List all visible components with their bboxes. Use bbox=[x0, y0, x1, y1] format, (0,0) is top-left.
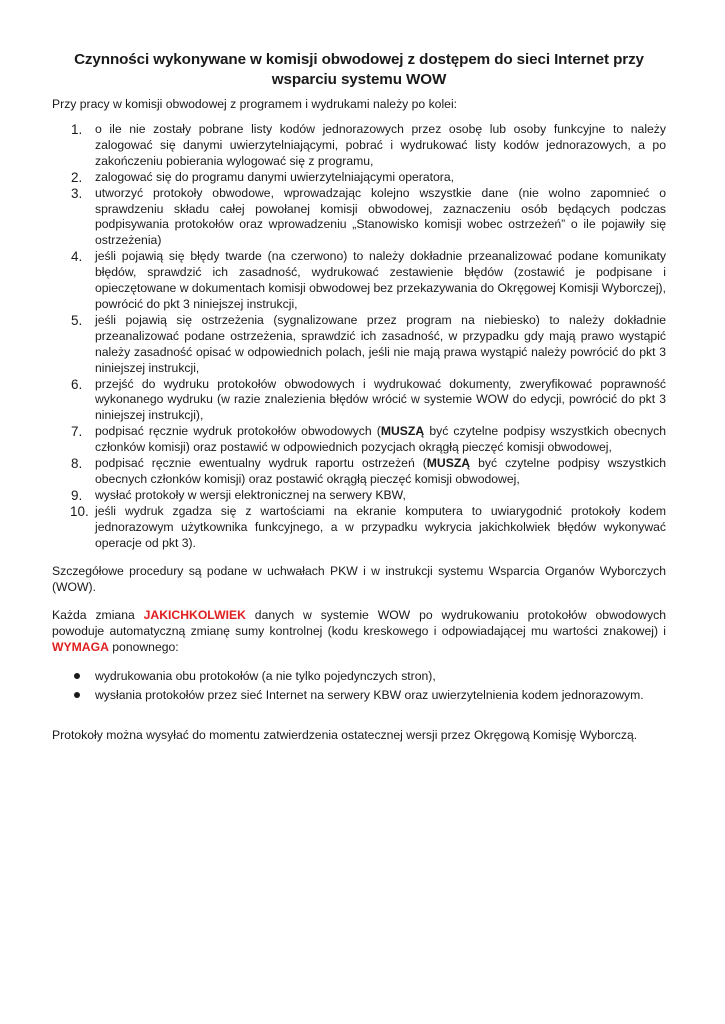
bullet-item bbox=[52, 686, 666, 705]
step-item bbox=[52, 170, 666, 186]
step-item bbox=[52, 456, 666, 488]
step-number: 9. bbox=[71, 487, 83, 503]
page-title bbox=[52, 50, 666, 90]
bullet-list bbox=[52, 667, 666, 705]
step-text: przejść do wydruku protokołów obwodowych i wydrukować dokumenty, zweryfikować poprawność wykonanego wydruku (w razie znalezienia błędów wrócić w systemie WOW do edycji, powrócić do pkt 3 niniejszej instrukcji), bbox=[95, 376, 666, 423]
warning-text: danych w systemie WOW po wydrukowaniu protokołów obwodowych powoduje automatyczną zmianę sumy kontrolnej (kodu kreskowego i odpowiadającej mu wartości znakowej) i bbox=[52, 608, 666, 639]
document-page bbox=[52, 50, 666, 743]
step-item bbox=[52, 186, 666, 250]
step-text: o ile nie zostały pobrane listy kodów jednorazowych przez osobę lub osoby funkcyjne to należy zalogować się danymi uwierzytelniającymi, pobrać i wydrukować listy kodów jednorazowych, a po zakończeniu pobierania wylogować się z programu, bbox=[95, 122, 666, 168]
step-item bbox=[52, 504, 666, 552]
step-item bbox=[52, 122, 666, 170]
step-text: jeśli pojawią się ostrzeżenia (sygnalizowane przez program na niebiesko) to należy dokładnie przeanalizować podane ostrzeżenia, sprawdzić ich zasadność, w przypadku gdy mają prawo wystąpić należy zasadność opisać w odpowiednich polach, jeśli nie mają prawa wystąpić należy powrócić do pkt 3 niniejszej instrukcji, bbox=[95, 312, 666, 375]
step-text: wysłać protokoły w wersji elektronicznej na serwery KBW, bbox=[95, 487, 406, 502]
step-text: utworzyć protokoły obwodowe, wprowadzając kolejno wszystkie dane (nie wolno zapomnieć o sprawdzeniu składu całej powołanej komisji obwodowej, zaznaczeniu osób będących podczas podpisywania protokołów oraz wprowadzeniu „Stanowisko komisji wobec ostrzeżeń” o ile pojawiły się ostrzeżenia) bbox=[95, 185, 666, 248]
step-item bbox=[52, 377, 666, 425]
step-text: być czytelne podpisy wszystkich obecnych członków komisji) oraz postawić okrągłą pieczęć komisji obwodowej, bbox=[95, 456, 666, 486]
step-number: 8. bbox=[71, 456, 83, 472]
step-item bbox=[52, 249, 666, 313]
warning-paragraph bbox=[52, 607, 666, 655]
bullet-item bbox=[52, 667, 666, 686]
bullet-icon bbox=[74, 673, 80, 679]
step-number: 7. bbox=[71, 424, 83, 440]
step-number: 4. bbox=[71, 249, 83, 265]
warning-text: ponownego: bbox=[108, 640, 179, 655]
step-text: zalogować się do programu danymi uwierzytelniającymi operatora, bbox=[95, 169, 455, 184]
step-text: jeśli wydruk zgadza się z wartościami na ekranie komputera to uwiarygodnić protokoły kodem jednorazowym użytkownika funkcyjnego, a w przypadku wykrycia jakichkolwiek błędów wykonywać operacje od pkt 3). bbox=[95, 503, 666, 550]
step-text: jeśli pojawią się błędy twarde (na czerwono) to należy dokładnie przeanalizować podane komunikaty błędów, sprawdzić ich zasadność, wydrukować zestawienie błędów (zostawić je podpisane i opieczętowane w dokumentach komisji obwodowej bez przekazywania do Okręgowej Komisji Wyborczej), powrócić do pkt 3 niniejszej instrukcji, bbox=[95, 249, 666, 311]
bullet-icon bbox=[74, 692, 80, 698]
warning-text: Każda zmiana bbox=[52, 608, 144, 623]
intro-text: Przy pracy w komisji obwodowej z programem i wydrukami należy po kolei: bbox=[52, 97, 458, 111]
step-number: 1. bbox=[71, 122, 83, 137]
step-number: 10. bbox=[70, 503, 89, 519]
step-number: 2. bbox=[71, 169, 83, 185]
title-line-2: wsparciu systemu WOW bbox=[271, 71, 447, 88]
step-item bbox=[52, 488, 666, 504]
step-text: być czytelne podpisy wszystkich obecnych członków komisji) oraz postawić w odpowiednich pozycjach okrągłą pieczęć komisji obwodowej, bbox=[95, 424, 666, 455]
warning-emphasis: JAKICHKOLWIEK bbox=[143, 608, 246, 623]
bullet-text: wydrukowania obu protokołów (a nie tylko pojedynczych stron), bbox=[95, 669, 436, 684]
bullet-text: wysłania protokołów przez sieć Internet na serwery KBW oraz uwierzytelnienia kodem jednorazowym. bbox=[95, 688, 644, 703]
step-number: 5. bbox=[71, 312, 83, 328]
step-item bbox=[52, 424, 666, 456]
step-text: podpisać ręcznie ewentualny wydruk raportu ostrzeżeń ( bbox=[95, 456, 427, 471]
title-line-1: Czynności wykonywane w komisji obwodowej z dostępem do sieci Internet przy bbox=[74, 51, 644, 68]
step-text: podpisać ręcznie wydruk protokołów obwodowych ( bbox=[95, 424, 381, 439]
procedures-paragraph: Szczegółowe procedury są podane w uchwałach PKW i w instrukcji systemu Wsparcia Organów Wyborczych (WOW). bbox=[52, 564, 666, 595]
step-item bbox=[52, 313, 666, 377]
final-paragraph: Protokoły można wysyłać do momentu zatwierdzenia ostatecznej wersji przez Okręgową Komisję Wyborczą. bbox=[52, 728, 638, 743]
step-number: 3. bbox=[71, 185, 83, 201]
step-number: 6. bbox=[71, 376, 83, 392]
warning-emphasis: WYMAGA bbox=[52, 640, 109, 655]
steps-list bbox=[52, 122, 666, 551]
step-emphasis: MUSZĄ bbox=[426, 456, 471, 471]
step-emphasis: MUSZĄ bbox=[380, 424, 425, 439]
